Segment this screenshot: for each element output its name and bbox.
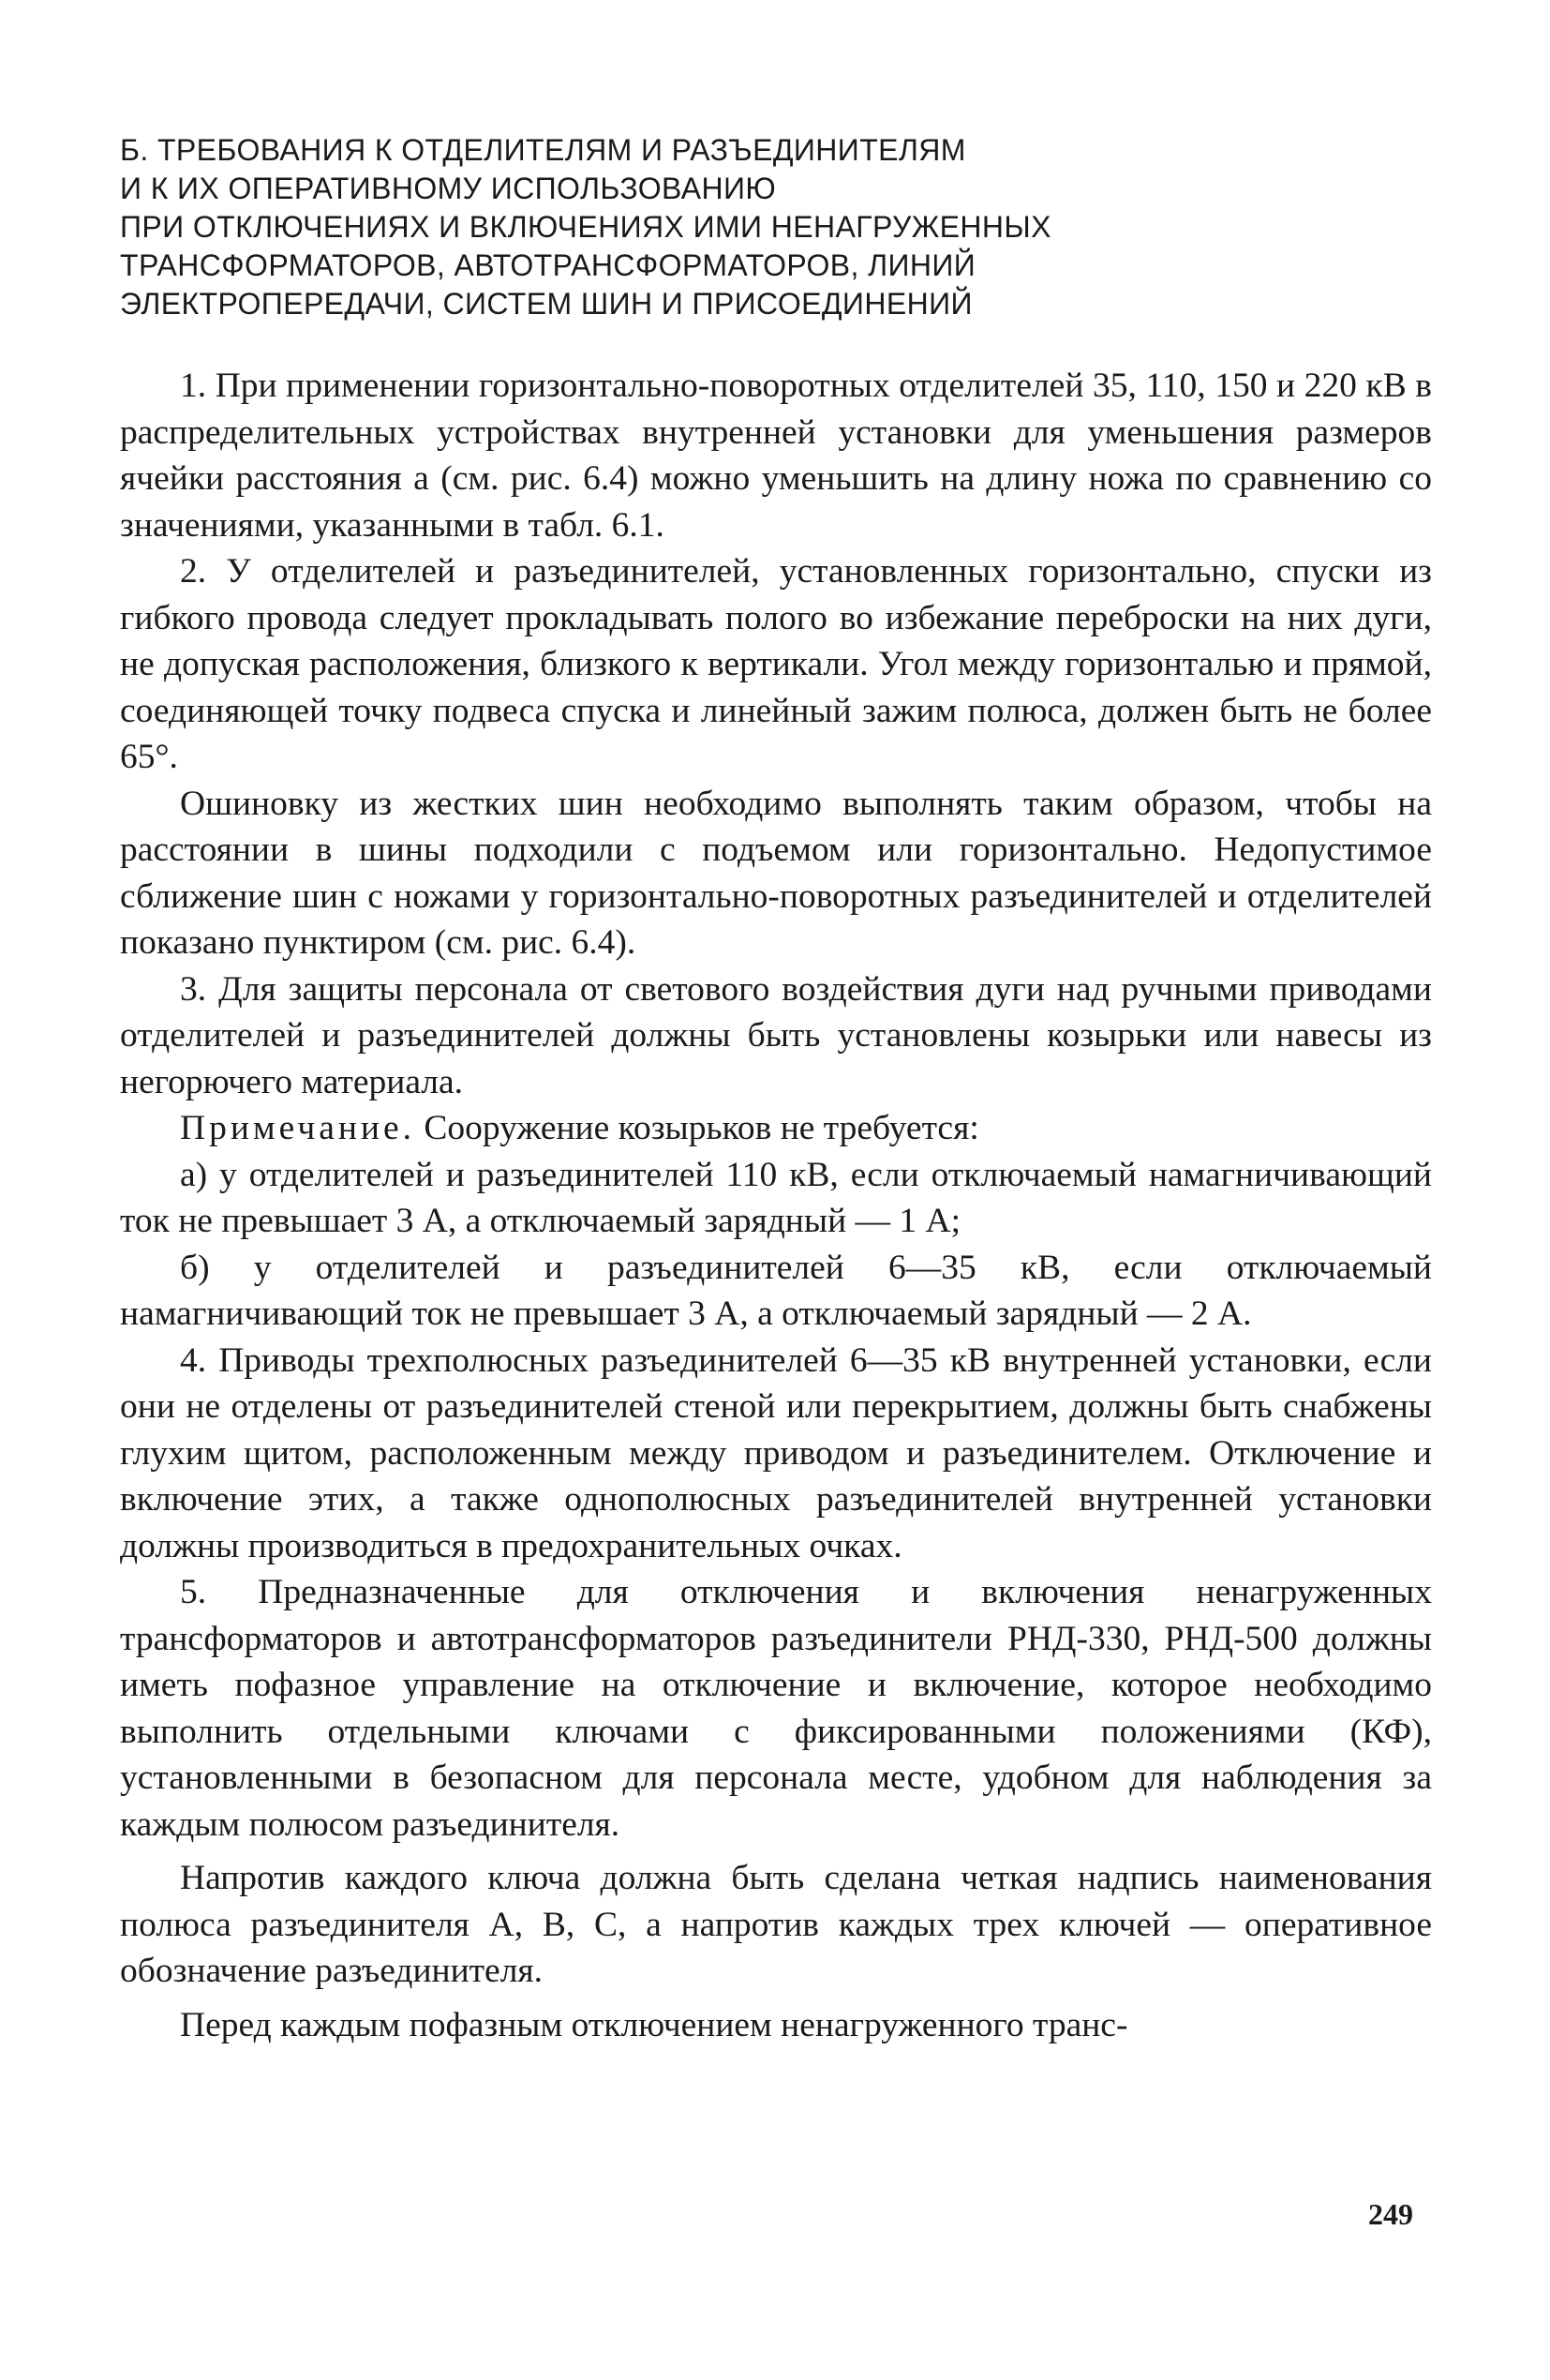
heading-line: Б. ТРЕБОВАНИЯ К ОТДЕЛИТЕЛЯМ И РАЗЪЕДИНИТЕЛЯМ: [120, 133, 966, 167]
paragraph-busbar: Ошиновку из жестких шин необходимо выполнять таким образом, чтобы на расстоянии в шины подходили с подъемом или горизонтально. Недопустимое сближение шин с ножами у горизонтально-поворотных разъединителей и отделителей показано пунктиром (см. рис. 6.4).: [120, 784, 1432, 962]
note-item-a: а) у отделителей и разъединителей 110 кВ, если отключаемый намагничивающий ток не превышает 3 А, а отключаемый зарядный — 1 А;: [120, 1155, 1432, 1240]
paragraph-item-4: 4. Приводы трехполюсных разъединителей 6—35 кВ внутренней установки, если они не отделены от разъединителей стеной или перекрытием, должны быть снабжены глухим щитом, расположенным между приводом и разъединителем. Отключение и включение этих, а также однополюсных разъединителей внутренней установки должны производиться в предохранительных очках.: [120, 1340, 1432, 1565]
paragraph-item-5: 5. Предназначенные для отключения и включения ненагруженных трансформаторов и автотрансформаторов разъединители РНД-330, РНД-500 должны иметь пофазное управление на отключение и включение, которое необходимо выполнить отдельными ключами с фиксированными положениями (КФ), установленными в безопасном для персонала месте, удобном для наблюдения за каждым полюсом разъединителя.: [120, 1573, 1432, 1844]
heading-line: И К ИХ ОПЕРАТИВНОМУ ИСПОЛЬЗОВАНИЮ: [120, 172, 777, 205]
heading-line: ТРАНСФОРМАТОРОВ, АВТОТРАНСФОРМАТОРОВ, ЛИНИЙ: [120, 248, 976, 282]
document-body: [120, 363, 1432, 2048]
heading-line: ПРИ ОТКЛЮЧЕНИЯХ И ВКЛЮЧЕНИЯХ ИМИ НЕНАГРУЖЕННЫХ: [120, 210, 1051, 244]
note-item-b: б) у отделителей и разъединителей 6—35 кВ, если отключаемый намагничивающий ток не превышает 3 А, а отключаемый зарядный — 2 А.: [120, 1248, 1432, 1333]
section-heading: [120, 131, 1432, 323]
paragraph-item-2: 2. У отделителей и разъединителей, установленных горизонтально, спуски из гибкого провода следует прокладывать полого во избежание переброски на них дуги, не допуская расположения, близкого к вертикали. Угол между горизонталью и прямой, соединяющей точку подвеса спуска и линейный зажим полюса, должен быть не более 65°.: [120, 552, 1432, 776]
note-text: Сооружение козырьков не требуется:: [415, 1109, 979, 1147]
paragraph-item-1: 1. При применении горизонтально-поворотных отделителей 35, 110, 150 и 220 кВ в распределительных устройствах внутренней установки для уменьшения размеров ячейки расстояния а (см. рис. 6.4) можно уменьшить на длину ножа по сравнению со значениями, указанными в табл. 6.1.: [120, 367, 1432, 545]
paragraph-continuation: Перед каждым пофазным отключением ненагруженного транс-: [180, 2005, 1128, 2044]
page-number: 249: [1368, 2197, 1413, 2231]
note-label: Примечание.: [180, 1109, 416, 1147]
paragraph-item-3: 3. Для защиты персонала от светового воздействия дуги над ручными приводами отделителей и разъединителей должны быть установлены козырьки или навесы из негорючего материала.: [120, 969, 1432, 1101]
document-page: [120, 131, 1432, 2048]
paragraph-key-labels: Напротив каждого ключа должна быть сделана четкая надпись наименования полюса разъединителя А, В, С, а напротив каждых трех ключей — оперативное обозначение разъединителя.: [120, 1859, 1432, 1990]
heading-line: ЭЛЕКТРОПЕРЕДАЧИ, СИСТЕМ ШИН И ПРИСОЕДИНЕНИЙ: [120, 287, 973, 321]
note-paragraph: [120, 1105, 1432, 1152]
